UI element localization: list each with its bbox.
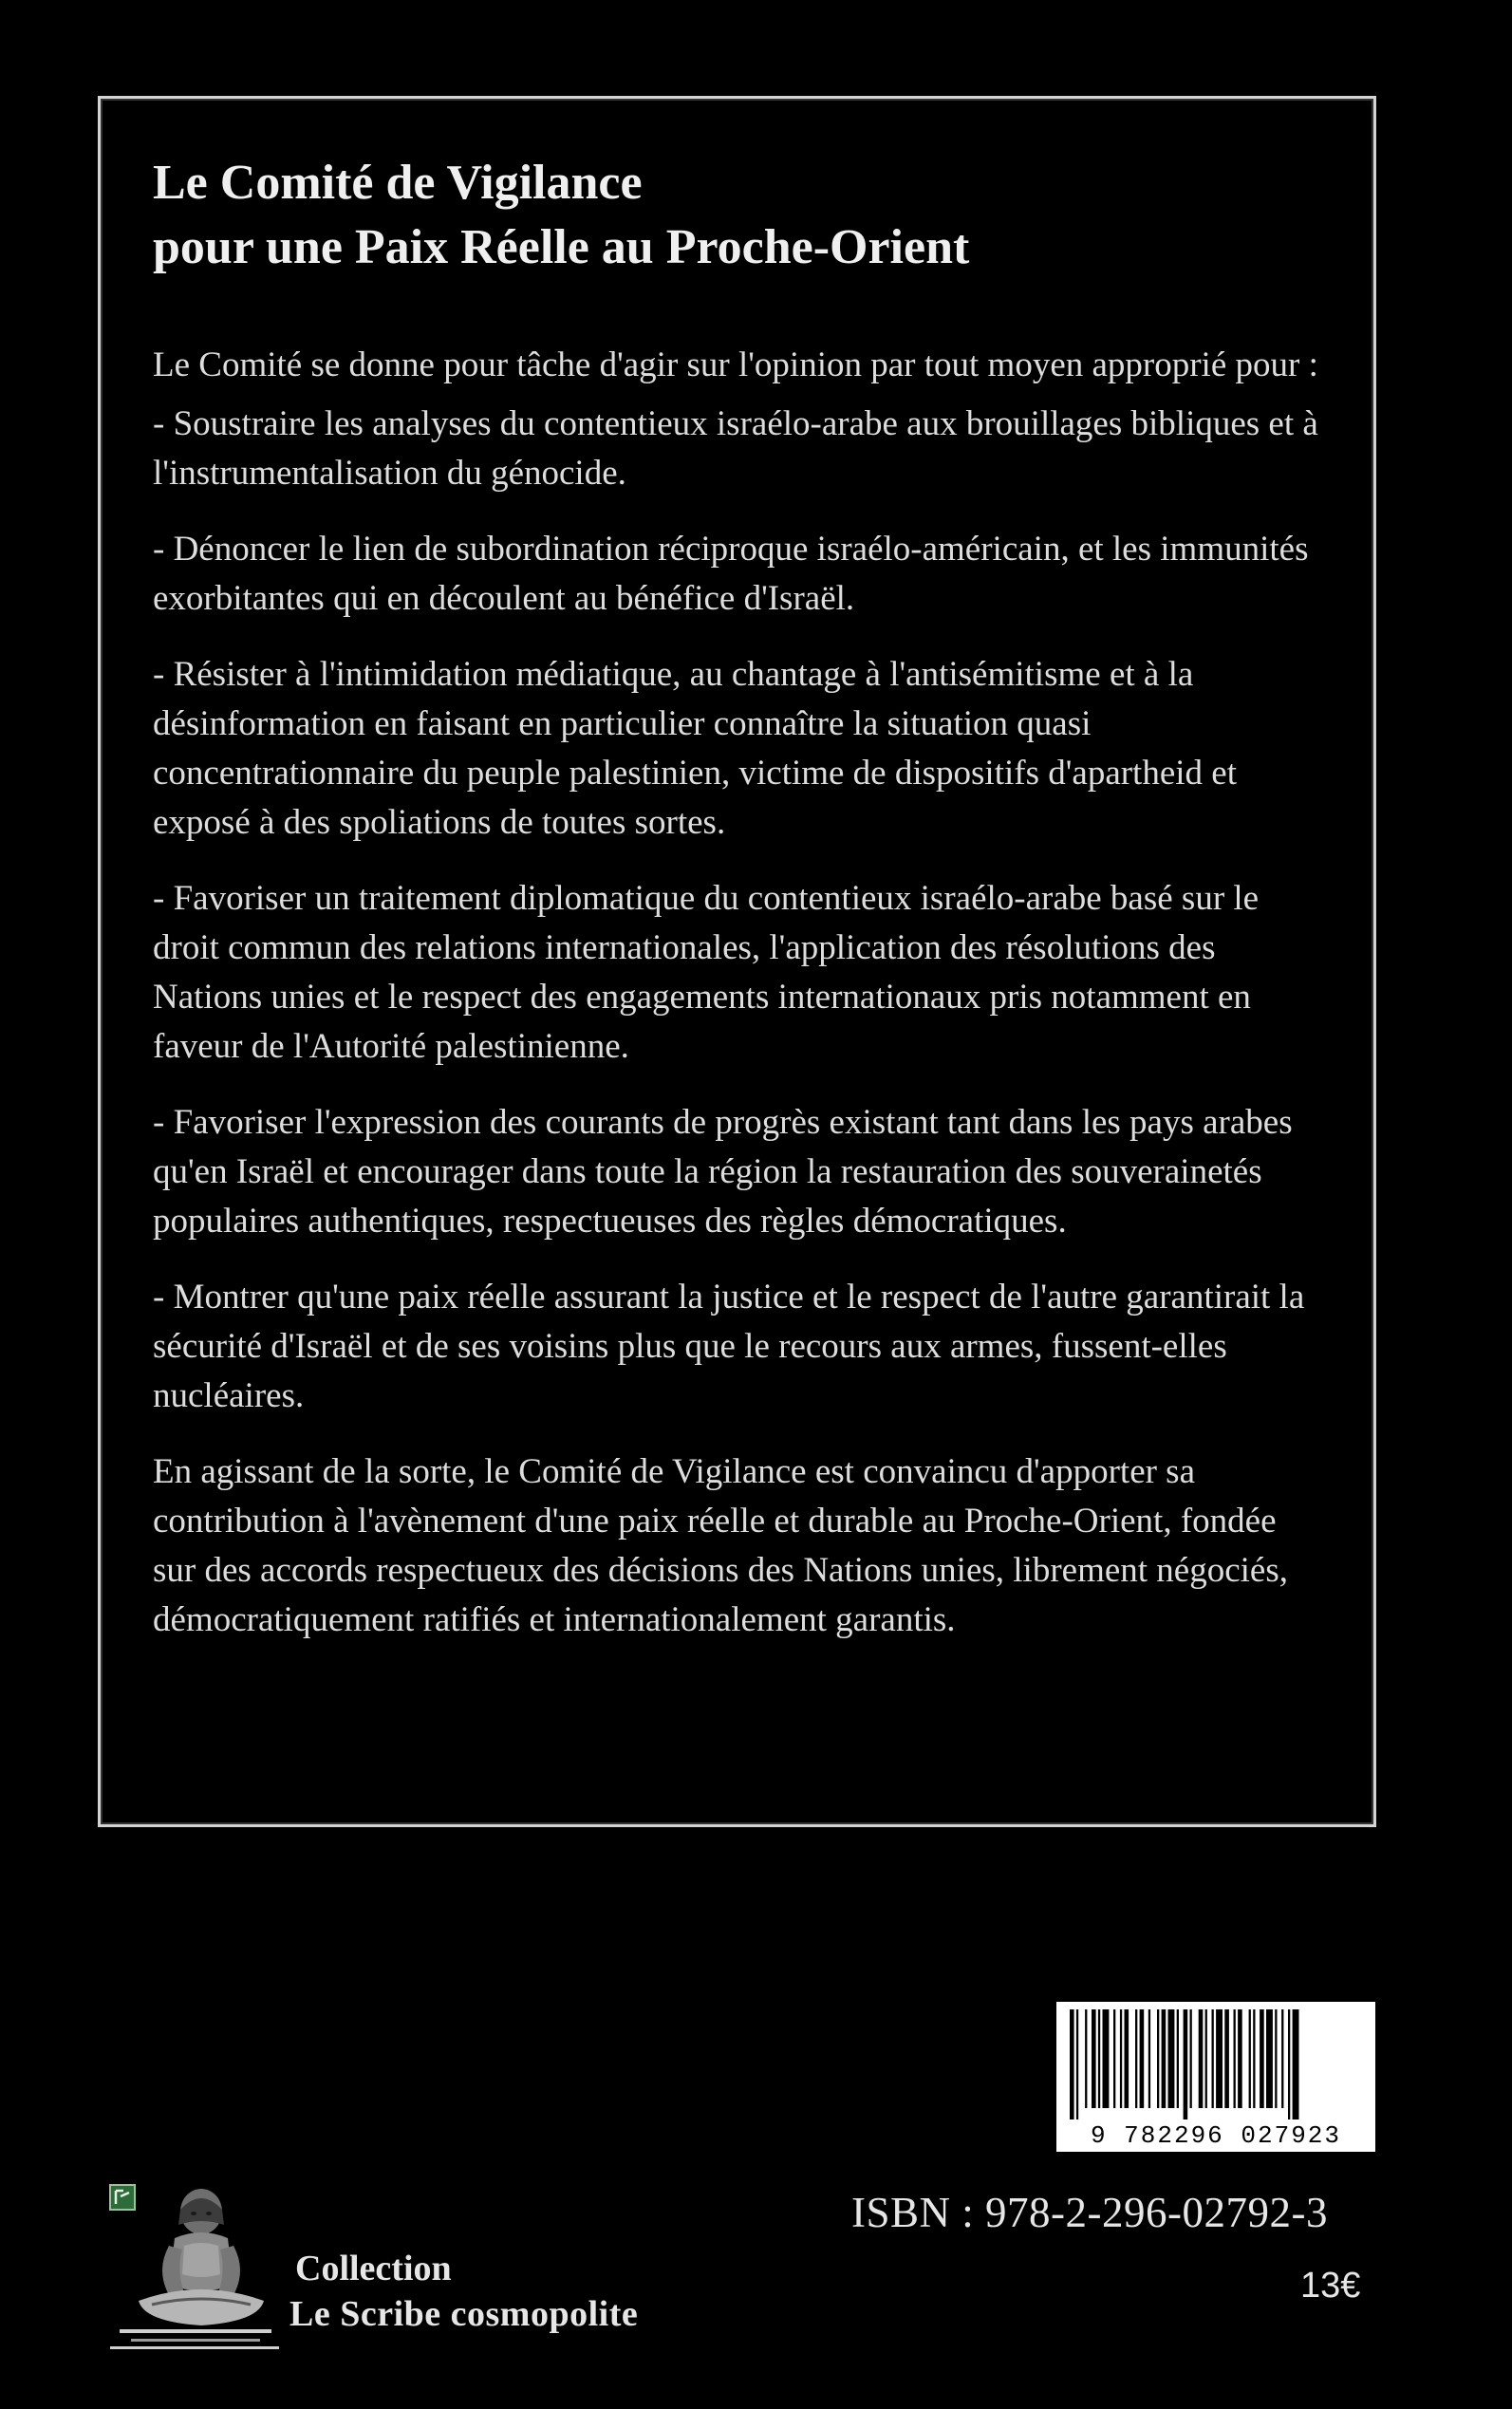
barcode-bar [1148, 2009, 1150, 2108]
price-label: 13€ [1300, 2266, 1361, 2306]
barcode-bar [1103, 2009, 1110, 2108]
point-paragraph: - Montrer qu'une paix réelle assurant la justice et le respect de l'autre garantirait la sécurité d'Israël et de ses voisins plus que le recours aux armes, fussent-elles nucléaires. [153, 1278, 1305, 1415]
barcode-bar [1184, 2009, 1188, 2120]
barcode-bar [1266, 2009, 1273, 2108]
text-frame [98, 96, 1376, 1827]
barcode-bar [1085, 2009, 1087, 2108]
point-paragraph: - Soustraire les analyses du contentieux israélo-arabe aux brouillages bibliques et à l'instrumentalisation du génocide. [153, 404, 1318, 493]
title-line-2: pour une Paix Réelle au Proche-Orient [153, 220, 970, 274]
barcode-bar [1234, 2009, 1236, 2108]
barcode-digits: 9 782296 027923 [1090, 2121, 1342, 2150]
barcode-bar [1224, 2009, 1229, 2108]
point-paragraph: - Favoriser un traitement diplomatique du contentieux israélo-arabe basé sur le droit commun des relations internationales, l'application des résolutions des Nations unies et le respect des engagements internationaux pris notamment en faveur de l'Autorité palestinienne. [153, 879, 1260, 1066]
barcode-bar [1249, 2009, 1251, 2108]
barcode-bar [1120, 2009, 1122, 2108]
barcode-bar [1260, 2009, 1264, 2108]
intro-paragraph: Le Comité se donne pour tâche d'agir sur l'opinion par tout moyen approprié pour : [153, 345, 1318, 384]
barcode-bar [1275, 2009, 1277, 2108]
barcode-bar [1253, 2009, 1255, 2108]
title-line-1: Le Comité de Vigilance [153, 156, 643, 210]
barcode-bar [1098, 2009, 1100, 2108]
barcode-bar [1205, 2009, 1207, 2108]
barcode-bar [1140, 2009, 1145, 2108]
barcode-bar [1281, 2009, 1283, 2108]
barcode-bar [1238, 2009, 1242, 2108]
barcode-bar [1199, 2009, 1204, 2108]
barcode-bar [1157, 2009, 1159, 2108]
barcode-bar [1293, 2009, 1299, 2120]
frame-content [153, 151, 1321, 1645]
barcode-graphic [1058, 2004, 1373, 2150]
collection-label: Collection [295, 2249, 452, 2288]
barcode-bar [1162, 2009, 1167, 2108]
isbn-text: ISBN : 978-2-296-02792-3 [851, 2189, 1328, 2236]
barcode-bar [1216, 2009, 1223, 2108]
point-paragraph: - Favoriser l'expression des courants de progrès existant tant dans les pays arabes qu'en Israël et encourager dans toute la région la restauration des souverainetés populaires authentiques, respectueuses des règles démocratiques. [153, 1103, 1293, 1241]
barcode-bar [1070, 2009, 1074, 2120]
barcode-bar [1168, 2009, 1175, 2108]
barcode-bars [1070, 2009, 1299, 2120]
point-paragraph: - Résister à l'intimidation médiatique, au chantage à l'antisémitisme et à la désinformation en faisant en particulier connaître la situation quasi concentrationnaire du peuple palestinien, victime de dispositifs d'apartheid et exposé à des spoliations de toutes sortes. [153, 655, 1237, 842]
barcode-bar [1125, 2009, 1129, 2108]
conclusion-paragraph: En agissant de la sorte, le Comité de Vigilance est convaincu d'apporter sa contribution à l'avènement d'une paix réelle et durable au Proche-Orient, fondée sur des accords respectueux des décisions des Nations unies, librement négociés, démocratiquement ratifiés et internationalement garantis. [153, 1452, 1288, 1639]
point-paragraph: - Dénoncer le lien de subordination réciproque israélo-américain, et les immunités exorbitantes qui en découlent au bénéfice d'Israël. [153, 530, 1309, 618]
barcode-bar [1113, 2009, 1115, 2108]
barcode-bar [1190, 2009, 1192, 2108]
barcode-bar [1135, 2009, 1137, 2108]
collection-series-name: Le Scribe cosmopolite [289, 2294, 639, 2334]
barcode [1056, 2002, 1375, 2152]
seated-scribe-statue-icon [106, 2183, 282, 2354]
barcode-bar [1177, 2009, 1179, 2108]
barcode-bar [1212, 2009, 1214, 2108]
barcode-bar [1288, 2009, 1290, 2120]
barcode-bar [1092, 2009, 1096, 2108]
barcode-bar [1076, 2009, 1078, 2120]
